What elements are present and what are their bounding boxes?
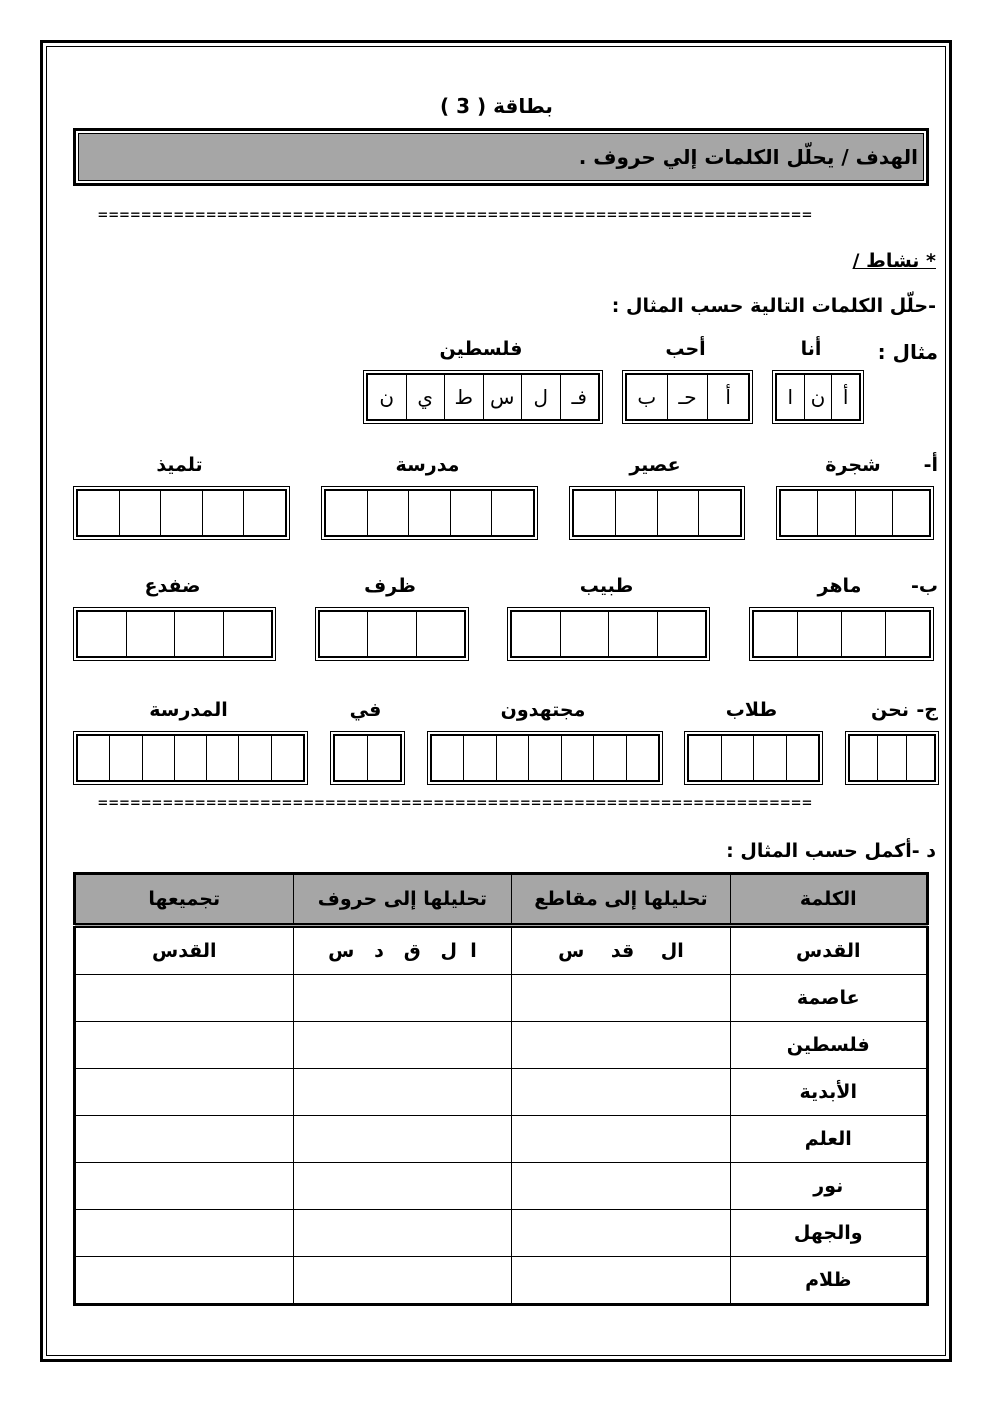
letter-boxes — [775, 373, 861, 421]
letter-cell[interactable] — [416, 612, 464, 656]
table-row — [75, 1163, 928, 1210]
letter-boxes — [324, 489, 535, 537]
word-label: في — [349, 699, 382, 721]
letter-cell: ب — [637, 385, 657, 409]
word-label: المدرسة — [149, 699, 228, 721]
letter-cell[interactable] — [877, 736, 905, 780]
answer-cell[interactable] — [75, 1210, 294, 1257]
letter-cell[interactable] — [320, 612, 367, 656]
answer-cell[interactable] — [512, 1116, 730, 1163]
word-label: ماهر — [817, 575, 862, 597]
table-row — [75, 975, 928, 1022]
letter-cell[interactable] — [721, 736, 754, 780]
table-header-cell: الكلمة — [730, 874, 927, 926]
letter-cell[interactable] — [78, 491, 119, 535]
answer-cell[interactable] — [512, 1022, 730, 1069]
letter-cell[interactable] — [450, 491, 492, 535]
table-row — [75, 1210, 928, 1257]
word-cell: نور — [730, 1163, 927, 1210]
letter-boxes — [76, 734, 305, 782]
answer-cell[interactable] — [75, 1163, 294, 1210]
word-label: طبيب — [579, 575, 634, 597]
letter-cell[interactable] — [496, 736, 528, 780]
group-label: ب- — [911, 575, 938, 597]
letter-cell[interactable] — [906, 736, 934, 780]
letter-cell[interactable] — [78, 612, 126, 656]
letter-cell[interactable] — [698, 491, 740, 535]
letter-cell[interactable] — [326, 491, 367, 535]
answer-cell[interactable] — [293, 1210, 512, 1257]
letter-cell[interactable] — [119, 491, 161, 535]
answer-cell: القدس — [75, 926, 294, 975]
letter-cell[interactable] — [528, 736, 560, 780]
word-label: أحب — [665, 338, 706, 360]
letter-cell[interactable] — [202, 491, 244, 535]
word-cell: والجهل — [730, 1210, 927, 1257]
letter-cell[interactable] — [206, 736, 238, 780]
letter-cell[interactable] — [561, 736, 593, 780]
word-cell: عاصمة — [730, 975, 927, 1022]
letter-cell[interactable] — [335, 736, 367, 780]
letter-cell[interactable] — [781, 491, 817, 535]
table-row — [75, 1022, 928, 1069]
letter-boxes — [510, 610, 707, 658]
answer-cell[interactable] — [293, 1069, 512, 1116]
table-row — [75, 926, 928, 975]
letter-cell: ن — [804, 375, 832, 419]
letter-cell[interactable] — [160, 491, 202, 535]
answer-cell: ال قد س — [512, 926, 730, 975]
letter-cell[interactable] — [367, 612, 415, 656]
word-cell: ظلام — [730, 1257, 927, 1305]
word-label: ضفدع — [144, 575, 201, 597]
letter-cell[interactable] — [463, 736, 495, 780]
answer-cell: ا ل ق د س — [293, 926, 512, 975]
letter-cell[interactable] — [512, 612, 560, 656]
example-label: مثال : — [877, 340, 938, 364]
letter-cell: ط — [444, 375, 483, 419]
answer-cell[interactable] — [293, 1022, 512, 1069]
complete-label: د -أكمل حسب المثال : — [726, 840, 936, 862]
answer-cell[interactable] — [75, 1022, 294, 1069]
word-label: نحن — [871, 699, 909, 721]
letter-boxes — [752, 610, 931, 658]
word-label: أنا — [800, 338, 822, 360]
word-label: تلميذ — [156, 454, 203, 476]
answer-cell[interactable] — [512, 1210, 730, 1257]
table-row — [75, 1257, 928, 1305]
letter-cell: س — [483, 375, 522, 419]
answer-cell[interactable] — [293, 975, 512, 1022]
letter-boxes — [848, 734, 936, 782]
letter-boxes — [779, 489, 931, 537]
activity-heading: * نشاط / — [852, 250, 936, 272]
letter-cell[interactable] — [892, 491, 929, 535]
letter-cell[interactable] — [754, 612, 797, 656]
answer-cell[interactable] — [293, 1257, 512, 1305]
word-label: فلسطين — [439, 338, 523, 360]
letter-cell[interactable] — [689, 736, 721, 780]
letter-boxes — [76, 610, 273, 658]
letter-cell[interactable] — [850, 736, 877, 780]
word-cell: القدس — [730, 926, 927, 975]
letter-cell[interactable] — [243, 491, 285, 535]
answer-cell[interactable] — [75, 1116, 294, 1163]
table-row — [75, 1116, 928, 1163]
letter-cell[interactable] — [142, 736, 174, 780]
word-label: ظرف — [364, 575, 416, 597]
letter-cell[interactable] — [885, 612, 929, 656]
instruction: -حلّل الكلمات التالية حسب المثال : — [611, 295, 936, 317]
letter-cell[interactable] — [560, 612, 609, 656]
answer-cell[interactable] — [512, 1257, 730, 1305]
card-title: بطاقة ( 3 ) — [440, 94, 553, 118]
letter-cell: ا — [787, 385, 794, 409]
analysis-table — [73, 872, 929, 1306]
letter-cell[interactable] — [615, 491, 657, 535]
answer-cell[interactable] — [512, 1069, 730, 1116]
separator: ================================================================== — [98, 793, 813, 812]
letter-cell: أ — [831, 375, 859, 419]
word-cell: الأبدية — [730, 1069, 927, 1116]
letter-cell[interactable] — [841, 612, 885, 656]
word-label: مدرسة — [395, 454, 460, 476]
word-label: شجرة — [825, 454, 881, 476]
answer-cell[interactable] — [75, 975, 294, 1022]
letter-cell[interactable] — [78, 736, 109, 780]
word-label: مجتهدون — [500, 699, 586, 721]
letter-boxes — [625, 373, 750, 421]
letter-cell[interactable] — [797, 612, 841, 656]
letter-cell[interactable] — [657, 612, 706, 656]
letter-boxes — [333, 734, 402, 782]
letter-cell: ل — [521, 375, 560, 419]
letter-cell: حـ — [667, 375, 708, 419]
table-header-cell: تحليلها إلى مقاطع — [512, 874, 730, 926]
letter-cell: فـ — [560, 375, 599, 419]
letter-cell[interactable] — [109, 736, 141, 780]
letter-cell[interactable] — [271, 736, 303, 780]
letter-cell[interactable] — [223, 612, 272, 656]
answer-cell[interactable] — [75, 1069, 294, 1116]
letter-boxes — [318, 610, 466, 658]
goal-text: الهدف / يحلّل الكلمات إلي حروف . — [578, 145, 918, 169]
group-label: ج- — [916, 699, 938, 721]
letter-cell[interactable] — [367, 736, 400, 780]
letter-cell[interactable] — [626, 736, 658, 780]
letter-cell[interactable] — [608, 612, 657, 656]
letter-boxes — [76, 489, 287, 537]
word-label: طلاب — [725, 699, 778, 721]
separator: ================================================================== — [98, 205, 813, 224]
letter-cell: ي — [406, 375, 445, 419]
letter-cell: ن — [379, 385, 395, 409]
table-row — [75, 1069, 928, 1116]
letter-cell[interactable] — [817, 491, 854, 535]
letter-boxes — [366, 373, 600, 421]
letter-cell[interactable] — [367, 491, 409, 535]
letter-cell[interactable] — [238, 736, 270, 780]
word-label: عصير — [629, 454, 681, 476]
letter-cell[interactable] — [432, 736, 463, 780]
answer-cell[interactable] — [512, 975, 730, 1022]
word-cell: العلم — [730, 1116, 927, 1163]
letter-boxes — [572, 489, 742, 537]
table-header-cell: تحليلها إلى حروف — [293, 874, 512, 926]
answer-cell[interactable] — [293, 1163, 512, 1210]
letter-boxes — [430, 734, 660, 782]
letter-cell[interactable] — [408, 491, 450, 535]
answer-cell[interactable] — [293, 1116, 512, 1163]
answer-cell[interactable] — [75, 1257, 294, 1305]
letter-boxes — [687, 734, 820, 782]
letter-cell[interactable] — [786, 736, 819, 780]
letter-cell[interactable] — [126, 612, 175, 656]
letter-cell[interactable] — [491, 491, 533, 535]
letter-cell[interactable] — [855, 491, 892, 535]
answer-cell[interactable] — [512, 1163, 730, 1210]
goal-bar — [73, 128, 929, 186]
letter-cell[interactable] — [574, 491, 615, 535]
letter-cell[interactable] — [657, 491, 699, 535]
letter-cell[interactable] — [174, 736, 206, 780]
table-header-cell: تجميعها — [75, 874, 294, 926]
letter-cell[interactable] — [593, 736, 625, 780]
group-label: أ- — [923, 454, 938, 476]
letter-cell: أ — [707, 375, 748, 419]
letter-cell[interactable] — [174, 612, 223, 656]
letter-cell[interactable] — [753, 736, 786, 780]
word-cell: فلسطين — [730, 1022, 927, 1069]
